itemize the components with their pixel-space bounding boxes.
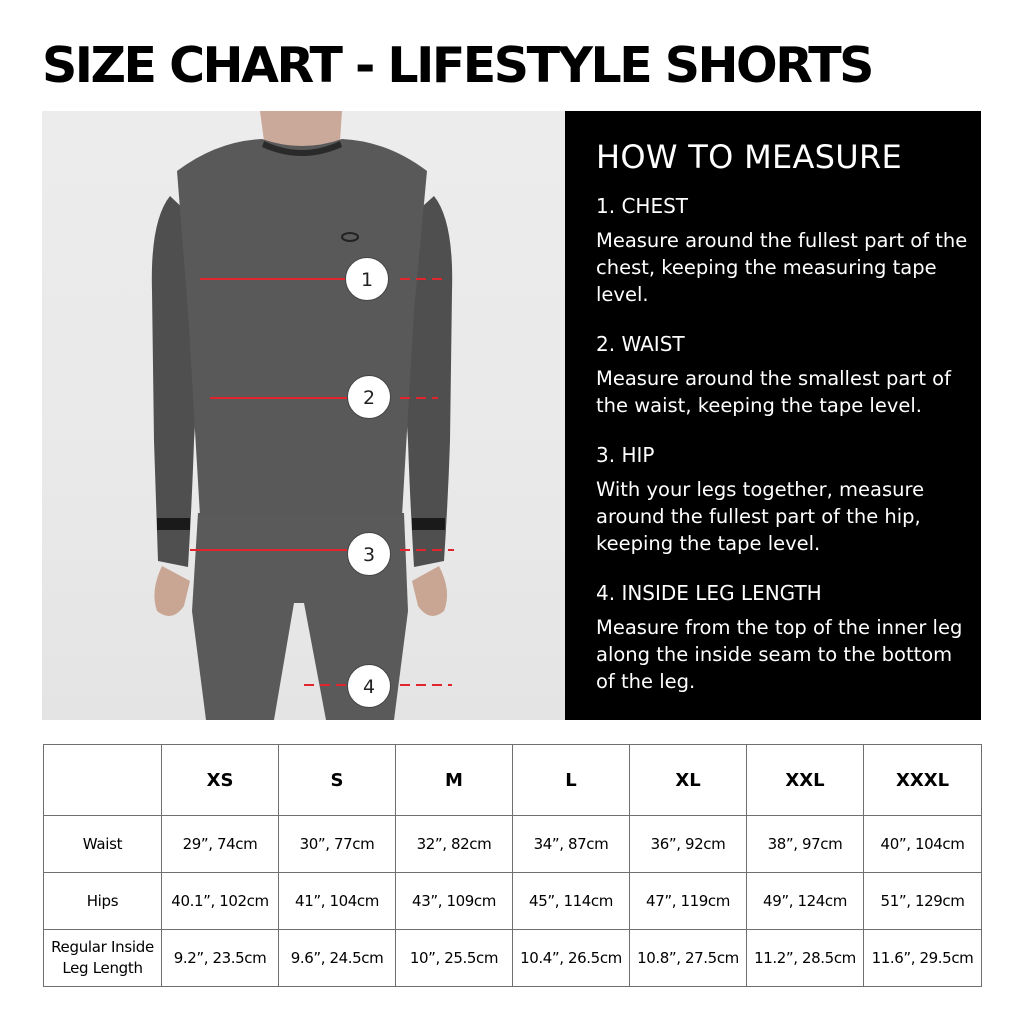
size-header-s: S: [279, 745, 396, 816]
table-row: [44, 930, 982, 987]
table-cell: 11.2”, 28.5cm: [747, 930, 864, 987]
waist-step-title: 2. WAIST: [596, 332, 685, 356]
hips-row-label: Hips: [44, 873, 162, 930]
table-cell: 49”, 124cm: [747, 873, 864, 930]
table-row: [44, 816, 982, 873]
table-cell: 43”, 109cm: [396, 873, 513, 930]
size-header-m: M: [396, 745, 513, 816]
inside-leg-marker: 4: [347, 664, 391, 708]
chest-step-text: Measure around the fullest part of the chest, keeping the measuring tape level.: [596, 229, 968, 306]
left-hand: [154, 566, 190, 616]
inside-leg-step-title: 4. INSIDE LEG LENGTH: [596, 581, 822, 605]
table-cell: 40”, 104cm: [864, 816, 982, 873]
shirt: [177, 139, 427, 516]
hip-step-text: With your legs together, measure around the fullest part of the hip, keeping the tape level.: [596, 478, 925, 555]
table-row: [44, 873, 982, 930]
waist-step-text: Measure around the smallest part of the waist, keeping the tape level.: [596, 367, 951, 417]
table-cell: 30”, 77cm: [279, 816, 396, 873]
table-cell: 29”, 74cm: [162, 816, 279, 873]
table-cell: 40.1”, 102cm: [162, 873, 279, 930]
table-cell: 36”, 92cm: [630, 816, 747, 873]
table-cell: 34”, 87cm: [513, 816, 630, 873]
table-cell: 9.2”, 23.5cm: [162, 930, 279, 987]
table-cell: 41”, 104cm: [279, 873, 396, 930]
right-hand: [412, 566, 447, 616]
table-cell: 11.6”, 29.5cm: [864, 930, 982, 987]
left-cuff: [157, 518, 190, 530]
model-figure: [42, 111, 565, 720]
size-header-l: L: [513, 745, 630, 816]
chest-step-title: 1. CHEST: [596, 194, 688, 218]
waist-marker: 2: [347, 375, 391, 419]
right-cuff: [412, 518, 445, 530]
size-header-xxxl: XXXL: [864, 745, 982, 816]
hip-marker: 3: [347, 532, 391, 576]
size-table: [43, 744, 982, 987]
table-cell: 10”, 25.5cm: [396, 930, 513, 987]
model-photo: [42, 111, 565, 720]
table-cell: 47”, 119cm: [630, 873, 747, 930]
table-cell: 9.6”, 24.5cm: [279, 930, 396, 987]
how-to-measure-heading: HOW TO MEASURE: [596, 138, 903, 176]
page-title: SIZE CHART - LIFESTYLE SHORTS: [42, 37, 872, 94]
waist-row-label: Waist: [44, 816, 162, 873]
size-header-xxl: XXL: [747, 745, 864, 816]
size-header-xs: XS: [162, 745, 279, 816]
table-cell: 10.8”, 27.5cm: [630, 930, 747, 987]
table-cell: 51”, 129cm: [864, 873, 982, 930]
size-header-xl: XL: [630, 745, 747, 816]
table-cell: 10.4”, 26.5cm: [513, 930, 630, 987]
how-to-measure-panel: [565, 111, 981, 720]
corner-cell: [44, 745, 162, 816]
table-cell: 45”, 114cm: [513, 873, 630, 930]
table-cell: 38”, 97cm: [747, 816, 864, 873]
inside-leg-step-text: Measure from the top of the inner leg along the inside seam to the bottom of the leg.: [596, 616, 963, 693]
size-header-row: [44, 745, 982, 816]
chest-marker: 1: [345, 257, 389, 301]
table-cell: 32”, 82cm: [396, 816, 513, 873]
hip-step-title: 3. HIP: [596, 443, 655, 467]
inside-leg-row-label: Regular Inside Leg Length: [44, 930, 162, 987]
